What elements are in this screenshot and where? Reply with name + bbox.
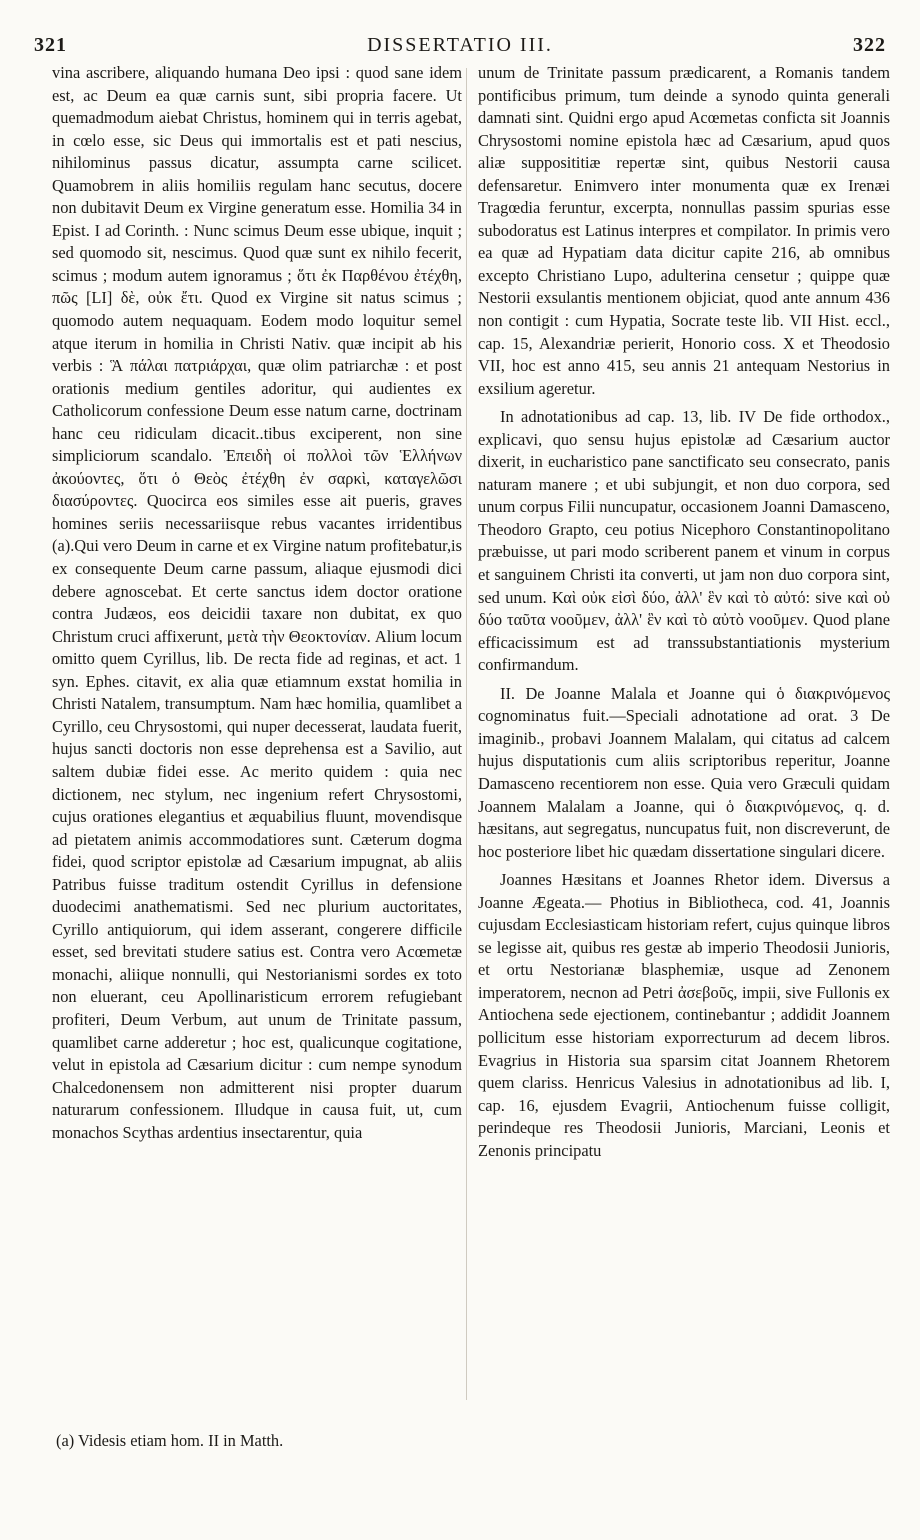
running-header — [30, 34, 890, 64]
section-heading-paragraph: II. De Joanne Malala et Joanne qui ὁ διακρινόμενος cognominatus fuit.—Speciali adnotatione ad orat. 3 De imaginib., probavi Joannem Malalam, qui citatus ad calcem hujus disputationis cum aliis scriptoribus reperitur, Joanne Damasceno recentiorem non esse. Quia vero Græculi quidam Joannem Malalam a Joanne, qui ὁ διακρινόμενος, q. d. hæsitans, aut segregatus, nuncupatus fuit, non discreverunt, de hoc posteriore libet hic quædam dissertatione singulari dicere. — [478, 683, 890, 861]
page-number-right: 322 — [853, 34, 886, 56]
page-number-left: 321 — [34, 34, 67, 56]
column-divider — [466, 68, 467, 1400]
right-column — [478, 62, 890, 1162]
footnote: (a) Videsis etiam hom. II in Matth. — [56, 1431, 284, 1450]
right-paragraph: In adnotationibus ad cap. 13, lib. IV De fide orthodox., explicavi, quo sensu hujus epistolæ ad Cæsarium auctor dixerit, in eucharistico pane sanctificato seu consecrato, panis naturam manere ; et ubi subjungit, et non duo corpora, sed unum corpus Filii nuncupatur, occasionem Joanni Damasceno, Theodoro Grapto, ceu potius Nicephoro Constantinopolitano præbuisse, ut pari modo scriberent panem et vinum in corpus et sanguinem Christi ita converti, ut jam non duo corpora sint, sed unum. Καὶ οὐκ εἰσὶ δύο, ἀλλ' ἓν καὶ τὸ αὐτό: sive καὶ οὐ δύο ταῦτα νοοῦμεν, ἀλλ' ἓν καὶ τὸ αὐτὸ νοοῦμεν. Quod plane efficacissimum est ad transsubstantiationis mysterium confirmandum. — [478, 407, 890, 675]
right-paragraph: unum de Trinitate passum prædicarent, a Romanis tandem pontificibus primum, tum deinde a synodo quinta generali damnati sint. Quidni ergo apud Acœmetas conficta sit Joannis Chrysostomi nomine epistola hæc ad Cæsarium, apud quos aliæ supposititiæ repertæ sint, quibus Nestorii causa defensaretur. Enimvero inter monumenta quæ ex Irenæi Tragœdia feruntur, excerpta, nonnullas passim spurias esse subodoratus est Latinus interpres et compilator. In primis vero ea quæ ad Hypatiam data dicitur capite 216, ab omnibus excepto Christiano Lupo, adulterina censetur ; quippe quæ Nestorii exsulantis mentionem objiciat, quod ante annum 436 non contigit : cum Hypatia, Socrate teste lib. VII Hist. eccl., cap. 15, Alexandriæ perierit, Honorio coss. X et Theodosio VII, hoc est anno 415, seu annis 21 antequam Nestorius in exsilium ageretur. — [478, 63, 890, 398]
left-column — [52, 62, 462, 1144]
section-heading-paragraph: Joannes Hæsitans et Joannes Rhetor idem. Diversus a Joanne Ægeata.— Photius in Bibliotheca, cod. 41, Joannis cujusdam Ecclesiasticam historiam refert, cujus quinque libros se legisse ait, quibus res gestæ ab imperio Theodosii Junioris, et ortu Nestorianæ blasphemiæ, usque ad Zenonem imperatorem, necnon ad Petri ἀσεβοῦς, impii, sive Fullonis ex Antiochena sede ejectionem, continebantur ; addidit Joannem pollicitum esse historiam exporrecturum ad decem libros. Evagrius in Historia sua sparsim citat Joannem Rhetorem quem clariss. Henricus Valesius in adnotationibus ad lib. I, cap. 16, ejusdem Evagrii, Antiochenum fuisse colligit, perindeque res Theodosii Junioris, Marciani, Leonis et Zenonis principatu — [478, 870, 890, 1160]
running-title: DISSERTATIO III. — [367, 34, 553, 56]
left-paragraph: vina ascribere, aliquando humana Deo ipsi : quod sane idem est, ac Deum ea quæ carnis sunt, sibi propria facere. Ut quemadmodum aiebat Christus, hominem qui in terris agebat, in cœlo esse, sic Deus qui immortalis est et pati nescius, nihilominus passus dicatur, assumpta carne scilicet. Quamobrem in aliis homiliis regulam hanc secutus, docere non dubitavit Deum ex Virgine generatum esse. Homilia 34 in Epist. I ad Corinth. : Nunc scimus Deum esse ubique, inquit ; sed quomodo sit, nescimus. Quod quæ sunt ex nihilo fecerit, scimus ; modum autem ignoramus ; ὅτι ἐκ Παρθένου ἐτέχθη, πῶς [LI] δὲ, οὐκ ἔτι. Quod ex Virgine sit natus scimus ; quomodo autem nequaquam. Eodem modo loquitur semel atque iterum in homilia in Christi Nativ. quæ incipit ab his verbis : Ἃ πάλαι πατριάρχαι, quæ olim patriarchæ : et post orationis medium gentiles adoritur, qui audientes ex Catholicorum confessione Deum esse natum carne, doctrinam hanc ceu ridiculam dicacit..tibus exciperent, non sine simpliciorum scandalo. Ἐπειδὴ οἱ πολλοὶ τῶν Ἑλλήνων ἀκούοντες, ὅτι ὁ Θεὸς ἐτέχθη ἐν σαρκὶ, καταγελῶσι διασύροντες. Quocirca eos similes esse ait pueris, graves homines seriis necessariisque rebus vacantes irridentibus (a).Qui vero Deum in carne et ex Virgine natum profitebatur,is ex consequente Deum carne passum, aliaque ejusmodi dici debere agnoscebat. Et certe sanctus idem doctor oratione contra Judæos, eos deicidii taxare non dubitat, ex quo Christum cruci affixerunt, μετὰ τὴν Θεοκτονίαν. Alium locum omitto quem Cyrillus, lib. De recta fide ad reginas, et act. 1 syn. Ephes. citavit, ex alia quæ etiamnum exstat homilia in Christi Natalem, transumptum. Nam hæc homilia, quamlibet a Cyrillo, ceu Chrysostomi, qui nuper decesserat, laudata fuerit, hujus sancti doctoris non esse deprehensa est a Savilio, aut saltem dubiæ fidei esse. Ac merito quidem : quia nec dictionem, nec stylum, nec ingenium refert Chrysostomi, cujus orationes elegantius et æquabilius fluunt, movendisque ad pietatem animis accommodatiores sunt. Cæterum dogma fidei, quod scriptor epistolæ ad Cæsarium impugnat, ab aliis Patribus fuisse traditum ostendit Cyrillus in defensione duodecimi anathematismi. Sed nec plurium auctoritates, Cyrillo antiquiorum, qui idem asserant, congerere difficile esset, sed brevitati studere satius est. Contra vero Acœmetæ monachi, aliique nonnulli, qui Nestorianismi sordes ex toto non eluerant, ceu Apollinaristicum errorem refugiebant profiteri, Deum Verbum, aut unum de Trinitate passum, quamlibet carne adderetur ; hoc est, qualicunque cogitatione, velut in epistola ad Cæsarium dicitur : cum nempe synodum Chalcedonensem non admitterent nisi propter duarum naturarum confessionem. Illudque in causa fuit, ut, cum monachos Scythas ardentius insectarentur, quia — [52, 63, 462, 1142]
